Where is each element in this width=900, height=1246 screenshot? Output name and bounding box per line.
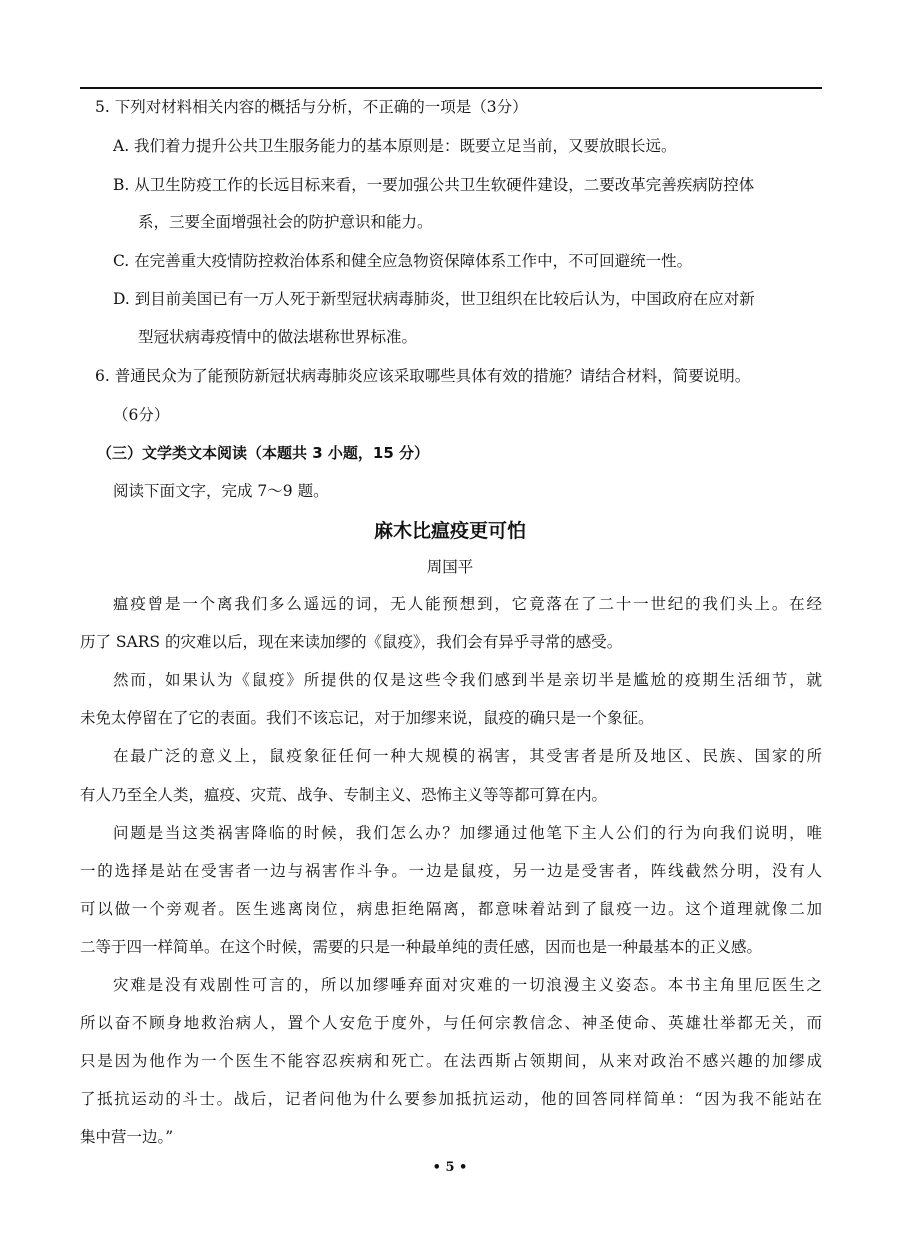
article-title: 麻木比瘟疫更可怕 xyxy=(373,520,526,542)
paragraph-1-line: 瘟疫曾是一个离我们多么遥远的词，无人能预想到，它竟落在了二十一世纪的我们头上。在经 xyxy=(113,595,822,613)
paragraph-4-line: 二等于四一样简单。在这个时候，需要的只是一种最单纯的责任感，因而也是一种最基本的正义感。 xyxy=(80,938,763,956)
paragraph-4-line: 一的选择是站在受害者一边与祸害作斗争。一边是鼠疫，另一边是受害者，阵线截然分明，没有人 xyxy=(80,862,822,880)
paragraph-5-line: 所以奋不顾身地救治病人，置个人安危于度外，与任何宗教信念、神圣使命、英雄壮举都无关，而 xyxy=(80,1014,822,1032)
paragraph-1-line: 历了 SARS 的灾难以后，现在来读加缪的《鼠疫》，我们会有异乎寻常的感受。 xyxy=(80,633,623,651)
paragraph-5-line: 了抵抗运动的斗士。战后，记者问他为什么要参加抵抗运动，他的回答同样简单：“因为我不能站在 xyxy=(80,1090,822,1108)
option-d-continued: 型冠状病毒疫情中的做法堪称世界标准。 xyxy=(138,328,418,346)
paragraph-3-line: 在最广泛的意义上，鼠疫象征任何一种大规模的祸害，其受害者是所及地区、民族、国家的所 xyxy=(113,747,822,765)
article-author: 周国平 xyxy=(426,558,474,576)
page-number: • 5 • xyxy=(432,1160,468,1175)
question-6-score: （6分） xyxy=(113,406,170,424)
question-6-stem: 6. 普通民众为了能预防新冠状病毒肺炎应该采取哪些具体有效的措施？请结合材料，简要说明。 xyxy=(95,367,751,385)
header-rule xyxy=(80,87,822,89)
section-instruction: 阅读下面文字，完成 7～9 题。 xyxy=(113,482,329,500)
paragraph-3-line: 有人乃至全人类，瘟疫、灾荒、战争、专制主义、恐怖主义等等都可算在内。 xyxy=(80,786,608,804)
question-5-stem: 5. 下列对材料相关内容的概括与分析，不正确的一项是（3分） xyxy=(95,98,528,116)
option-b-continued: 系，三要全面增强社会的防护意识和能力。 xyxy=(138,213,433,231)
paragraph-4-line: 可以做一个旁观者。医生逃离岗位，病患拒绝隔离，都意味着站到了鼠疫一边。这个道理就像二加 xyxy=(80,900,822,918)
option-a: A. 我们着力提升公共卫生服务能力的基本原则是：既要立足当前，又要放眼长远。 xyxy=(113,137,677,155)
option-c: C. 在完善重大疫情防控救治体系和健全应急物资保障体系工作中，不可回避统一性。 xyxy=(113,252,693,270)
paragraph-2-line: 然而，如果认为《鼠疫》所提供的仅是这些令我们感到半是亲切半是尴尬的疫期生活细节，就 xyxy=(113,671,822,689)
paragraph-2-line: 未免太停留在了它的表面。我们不该忘记，对于加缪来说，鼠疫的确只是一个象征。 xyxy=(80,709,654,727)
option-d: D. 到目前美国已有一万人死于新型冠状病毒肺炎，世卫组织在比较后认为，中国政府在应对新 xyxy=(113,290,755,308)
paragraph-5-line: 只是因为他作为一个医生不能容忍疾病和死亡。在法西斯占领期间，从来对政治不感兴趣的加缪成 xyxy=(80,1052,822,1070)
section-heading: （三）文学类文本阅读（本题共 3 小题，15 分） xyxy=(97,444,429,462)
paragraph-4-line: 问题是当这类祸害降临的时候，我们怎么办？加缪通过他笔下主人公们的行为向我们说明，唯 xyxy=(113,824,822,842)
paragraph-5-line: 灾难是没有戏剧性可言的，所以加缪唾弃面对灾难的一切浪漫主义姿态。本书主角里厄医生之 xyxy=(113,976,822,994)
option-b: B. 从卫生防疫工作的长远目标来看，一要加强公共卫生软硬件建设，二要改革完善疾病防控体 xyxy=(113,176,755,194)
paragraph-5-line: 集中营一边。” xyxy=(80,1128,174,1146)
